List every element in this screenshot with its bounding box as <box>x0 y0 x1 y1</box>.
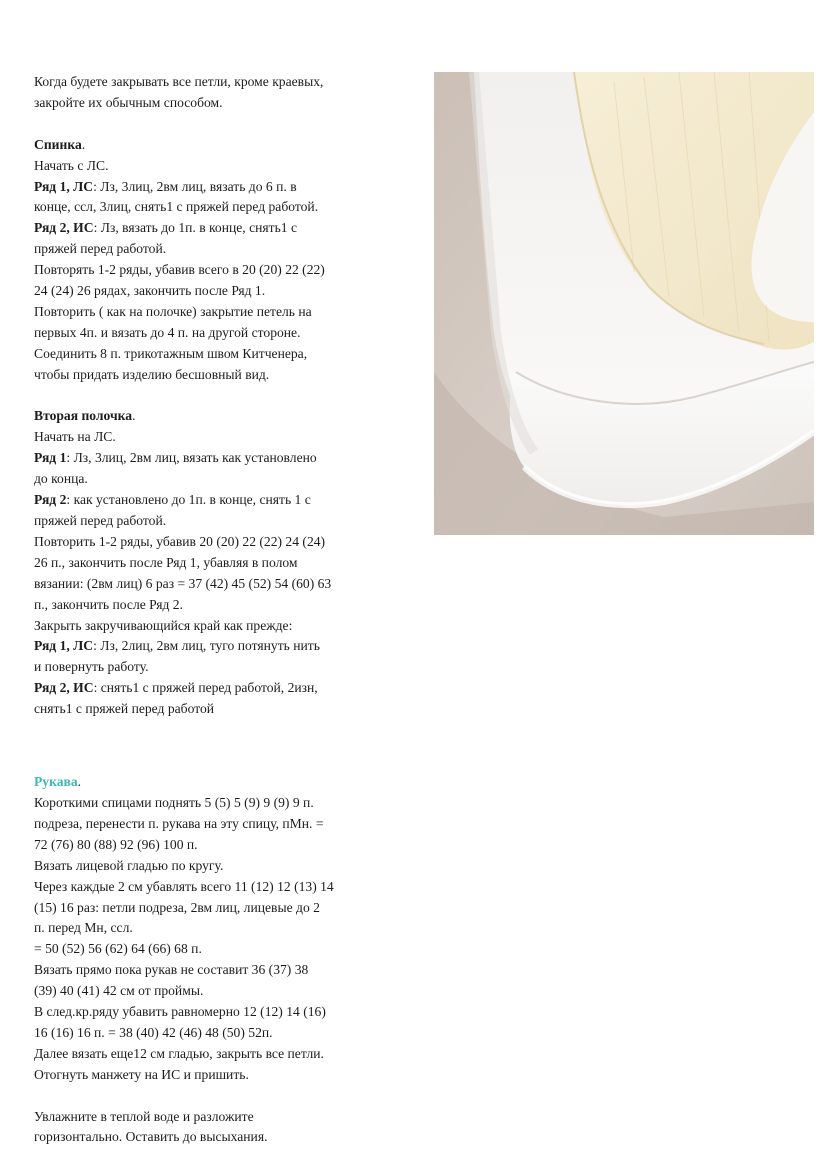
spinka-row1-cont: конце, ссл, 3лиц, снять1 с пряжей перед работой. <box>34 199 319 215</box>
row-label: Ряд 2, ИС <box>34 680 94 696</box>
row-label: Ряд 2, ИС <box>34 220 94 236</box>
section-title-spinka: Спинка. <box>34 136 86 152</box>
polochka-row2-cont: пряжей перед работой. <box>34 513 167 528</box>
polochka-row2b-cont: снять1 с пряжей перед работой <box>34 701 215 717</box>
polochka-start: Начать на ЛС. <box>34 429 116 445</box>
rukava-line: Короткими спицами поднять 5 (5) 5 (9) 9 (9) 9 п. <box>34 794 314 810</box>
section-title-polochka: Вторая полочка. <box>34 408 136 424</box>
spinka-line: чтобы придать изделию бесшовный вид. <box>34 366 270 382</box>
rukava-line: (39) 40 (41) 42 см от проймы. <box>34 983 204 999</box>
intro-line: закройте их обычным способом. <box>34 94 223 110</box>
finish-line: горизонтально. Оставить до высыхания. <box>34 1129 268 1145</box>
instructions-text <box>34 72 426 1148</box>
spinka-row2: Ряд 2, ИС: Лз, вязать до 1п. в конце, снять1 с <box>34 220 298 236</box>
row-label: Ряд 1, ЛС <box>34 178 94 194</box>
polochka-row2: Ряд 2: как установлено до 1п. в конце, снять 1 с <box>34 492 311 508</box>
rukava-line: = 50 (52) 56 (62) 64 (66) 68 п. <box>34 941 202 957</box>
row-label: Ряд 1 <box>34 450 67 466</box>
polochka-heading: Вторая полочка <box>34 408 133 424</box>
polochka-line: Закрыть закручивающийся край как прежде: <box>34 617 293 633</box>
spinka-row2-cont: пряжей перед работой. <box>34 241 167 257</box>
polochka-line: п., закончить после Ряд 2. <box>34 596 183 612</box>
spinka-start: Начать с ЛС. <box>34 157 109 173</box>
finish-line: Увлажните в теплой воде и разложите <box>34 1108 254 1124</box>
spinka-heading: Спинка <box>34 136 82 152</box>
polochka-line: 26 п., закончить после Ряд 1, убавляя в полом <box>34 554 298 570</box>
polochka-row2b: Ряд 2, ИС: снять1 с пряжей перед работой, 2изн, <box>34 680 318 696</box>
rukava-line: подреза, перенести п. рукава на эту спицу, пМн. = <box>34 815 324 831</box>
rukava-line: Отогнуть манжету на ИС и пришить. <box>34 1066 249 1082</box>
spinka-line: Соединить 8 п. трикотажным швом Китченера, <box>34 345 308 361</box>
polochka-line: вязании: (2вм лиц) 6 раз = 37 (42) 45 (52) 54 (60) 63 <box>34 575 332 591</box>
polochka-line: Повторить 1-2 ряды, убавив 20 (20) 22 (22) 24 (24) <box>34 533 326 549</box>
spinka-row1: Ряд 1, ЛС: Лз, 3лиц, 2вм лиц, вязать до 6 п. в <box>34 178 297 194</box>
rukava-line: Далее вязать еще12 см гладью, закрыть все петли. <box>34 1045 324 1061</box>
row-label: Ряд 2 <box>34 492 67 508</box>
rukava-line: В след.кр.ряду убавить равномерно 12 (12) 14 (16) <box>34 1004 326 1020</box>
row-label: Ряд 1, ЛС <box>34 638 94 654</box>
garment-illustration <box>434 72 814 535</box>
rukava-heading: Рукава <box>34 774 78 790</box>
rukava-line: п. перед Мн, ссл. <box>34 920 133 936</box>
intro-line: Когда будете закрывать все петли, кроме краевых, <box>34 74 324 89</box>
spinka-line: Повторять 1-2 ряды, убавив всего в 20 (20) 22 (22) <box>34 262 325 278</box>
rukava-line: (15) 16 раз: петли подреза, 2вм лиц, лицевые до 2 <box>34 899 320 915</box>
polochka-row1-cont: до конца. <box>34 471 88 487</box>
section-title-rukava: Рукава. <box>34 774 82 790</box>
rukava-line: 16 (16) 16 п. = 38 (40) 42 (46) 48 (50) 52п. <box>34 1024 273 1040</box>
polochka-row1b-cont: и повернуть работу. <box>34 659 149 675</box>
spinka-line: первых 4п. и вязать до 4 п. на другой стороне. <box>34 324 301 340</box>
rukava-line: 72 (76) 80 (88) 92 (96) 100 п. <box>34 836 198 852</box>
polochka-row1b: Ряд 1, ЛС: Лз, 2лиц, 2вм лиц, туго потянуть нить <box>34 638 320 654</box>
rukava-line: Через каждые 2 см убавлять всего 11 (12) 12 (13) 14 <box>34 878 334 894</box>
spinka-line: 24 (24) 26 рядах, закончить после Ряд 1. <box>34 283 266 299</box>
spinka-line: Повторить ( как на полочке) закрытие петель на <box>34 303 312 319</box>
rukava-line: Вязать прямо пока рукав не составит 36 (37) 38 <box>34 962 309 978</box>
polochka-row1: Ряд 1: Лз, 3лиц, 2вм лиц, вязать как установлено <box>34 450 317 466</box>
knitted-garment-photo <box>434 72 814 535</box>
rukava-line: Вязать лицевой гладью по кругу. <box>34 857 224 873</box>
